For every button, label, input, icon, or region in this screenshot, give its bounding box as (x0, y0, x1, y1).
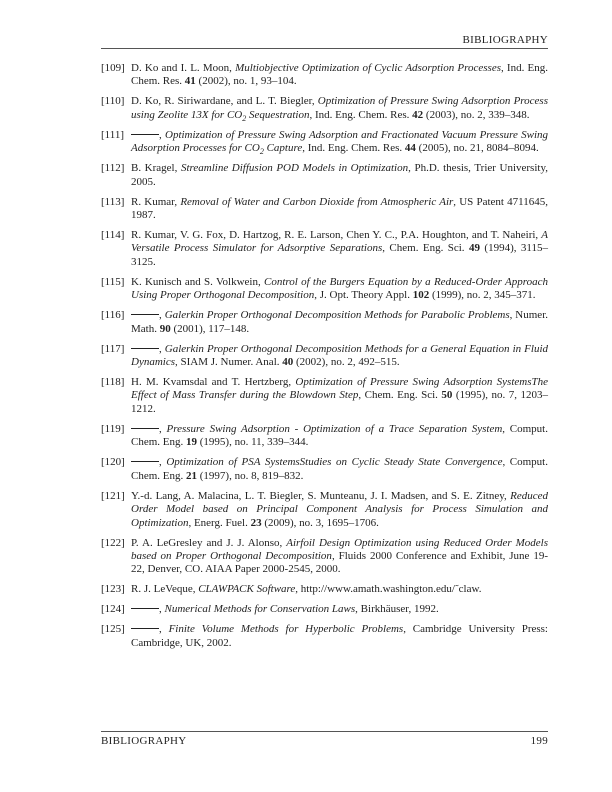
reference-entry (101, 129, 548, 156)
reference-text: Y.-d. Lang, A. Malacina, L. T. Biegler, S. Munteanu, J. I. Madsen, and S. E. Zitney, (131, 489, 511, 502)
page-footer (101, 735, 548, 747)
page-number: 199 (530, 735, 548, 747)
running-header: BIBLIOGRAPHY (462, 34, 548, 46)
reference-entry (101, 603, 548, 616)
footer-section: BIBLIOGRAPHY (101, 735, 187, 747)
reference-text: (1995), no. 7, 1203–1212. (131, 389, 548, 415)
reference-text: , (159, 623, 169, 636)
same-author-dash (131, 348, 159, 349)
reference-text: , Ph.D. thesis, Trier University, 2005. (131, 162, 548, 188)
reference-text: R. Kumar, V. G. Fox, D. Hartzog, R. E. Larson, Chen Y. C., P.A. Houghton, and T. Naheiri, (131, 229, 542, 242)
reference-title: Optimization of Pressure Swing Adsorption Process using Zeolite 13X for CO (131, 95, 548, 121)
reference-text: , Comput. Chem. Eng. (131, 422, 548, 449)
reference-label: [122] (101, 536, 125, 549)
reference-label: [114] (101, 229, 125, 242)
reference-text: (2003), no. 2, 339–348. (423, 108, 530, 121)
reference-title: Optimization of Pressure Swing Adsorption and Fractionated Vacuum Pressure Swing Adsorption Processes for CO (131, 128, 549, 155)
reference-entry (101, 456, 548, 483)
reference-label: [110] (101, 95, 125, 108)
reference-label: [113] (101, 195, 125, 208)
volume-number: 19 (186, 436, 197, 449)
reference-text: (2002), no. 1, 93–104. (195, 75, 297, 88)
reference-label: [119] (101, 422, 125, 435)
reference-label: [115] (101, 275, 125, 288)
reference-title: Sequestration (246, 108, 310, 121)
reference-text: , J. Opt. Theory Appl. (314, 289, 413, 302)
reference-text: , Fluids 2000 Conference and Exhibit, June 19-22, Denver, CO. AIAA Paper 2000-2545, 2000. (131, 549, 548, 576)
reference-title: Optimization of Pressure Swing Adsorption SystemsThe Effect of Mass Transfer during the Blowdown Step (131, 376, 548, 402)
reference-entry (101, 623, 548, 650)
reference-text: (1999), no. 2, 345–371. (429, 289, 536, 302)
reference-text: , Birkhäuser, 1992. (355, 603, 439, 616)
reference-text: D. Ko, R. Siriwardane, and L. T. Biegler, (131, 95, 318, 108)
reference-text: R. Kumar, (131, 195, 181, 208)
volume-number: 23 (250, 516, 262, 529)
reference-entry (101, 276, 548, 303)
reference-entry (101, 229, 548, 269)
same-author-dash (131, 461, 159, 462)
reference-text: (1994), 3115–3125. (131, 242, 548, 268)
volume-number: 41 (184, 75, 196, 88)
reference-text: D. Ko and I. L. Moon, (131, 62, 236, 74)
reference-text: , (159, 603, 165, 616)
reference-text: (1995), no. 11, 339–344. (197, 436, 309, 449)
reference-text: , Comput. Chem. Eng. (131, 456, 548, 482)
reference-title: Removal of Water and Carbon Dioxide from Atmospheric Air (180, 195, 454, 208)
reference-title: Pressure Swing Adsorption - Optimization of a Trace Separation System (166, 422, 503, 435)
volume-number: 42 (412, 108, 424, 121)
reference-entry (101, 196, 548, 223)
reference-text: , http://www.amath.washington.edu/˜claw. (295, 583, 482, 596)
reference-text: , (159, 309, 165, 322)
same-author-dash (131, 608, 159, 609)
reference-label: [121] (101, 489, 125, 502)
volume-number: 49 (468, 242, 480, 255)
reference-text: (1997), no. 8, 819–832. (197, 469, 304, 482)
reference-text: , (159, 342, 165, 355)
reference-title: Numerical Methods for Conservation Laws (164, 603, 356, 616)
reference-label: [118] (101, 376, 125, 389)
reference-text: , Chem. Eng. Sci. (382, 242, 469, 255)
reference-text: , Ind. Eng. Chem. Res. (131, 62, 549, 88)
reference-text: , (159, 128, 165, 141)
same-author-dash (131, 314, 159, 315)
reference-entry (101, 583, 548, 596)
reference-label: [120] (101, 456, 125, 469)
reference-text: , Numer. Math. (131, 309, 548, 335)
reference-entry (101, 62, 548, 89)
reference-entry (101, 537, 548, 577)
reference-label: [124] (101, 603, 125, 616)
reference-text: P. A. LeGresley and J. J. Alonso, (131, 536, 287, 549)
reference-label: [117] (101, 342, 125, 355)
reference-entry (101, 376, 548, 416)
reference-label: [112] (101, 162, 125, 175)
reference-label: [123] (101, 583, 125, 596)
reference-text: K. Kunisch and S. Volkwein, (131, 275, 264, 288)
reference-text: , US Patent 4711645, 1987. (131, 195, 548, 222)
reference-title: Optimization of PSA SystemsStudies on Cyclic Steady State Convergence (166, 456, 503, 469)
same-author-dash (131, 628, 159, 629)
reference-title: Galerkin Proper Orthogonal Decomposition Methods for Parabolic Problems (164, 309, 510, 322)
reference-list (101, 62, 548, 657)
reference-label: [116] (101, 309, 125, 322)
reference-title: Multiobjective Optimization of Cyclic Adsorption Processes (235, 62, 501, 74)
reference-text: H. M. Kvamsdal and T. Hertzberg, (131, 376, 296, 389)
reference-title: Reduced Order Model based on Principal Component Analysis for Process Simulation and Optimization (131, 489, 548, 529)
reference-entry (101, 309, 548, 336)
reference-title: A Versatile Process Simulator for Adsorptive Separations (131, 229, 548, 255)
reference-entry (101, 162, 548, 189)
reference-text: (2009), no. 3, 1695–1706. (261, 516, 379, 529)
reference-text: , (159, 422, 167, 435)
volume-number: 44 (404, 142, 416, 155)
reference-text: , Energ. Fuel. (188, 516, 251, 529)
reference-entry (101, 343, 548, 370)
reference-entry (101, 490, 548, 530)
volume-number: 40 (282, 356, 294, 369)
volume-number: 102 (412, 289, 430, 302)
reference-text: (2002), no. 2, 492–515. (293, 356, 400, 369)
reference-text: , Ind. Eng. Chem. Res. (302, 142, 405, 155)
reference-text: , Ind. Eng. Chem. Res. (309, 108, 413, 121)
reference-title: CLAWPACK Software (198, 583, 296, 596)
footer-rule (101, 731, 548, 732)
reference-text: B. Kragel, (131, 162, 181, 175)
reference-text: , Chem. Eng. Sci. (358, 389, 442, 402)
reference-text: (2001), 117–148. (170, 322, 250, 335)
volume-number: 50 (441, 389, 453, 402)
reference-text: , (159, 456, 167, 469)
reference-title: Galerkin Proper Orthogonal Decomposition Methods for a General Equation in Fluid Dynamics (131, 342, 549, 369)
reference-title: Capture (263, 142, 303, 155)
same-author-dash (131, 428, 159, 429)
subscript: 2 (259, 147, 264, 157)
volume-number: 90 (159, 322, 171, 335)
reference-label: [109] (101, 62, 125, 74)
same-author-dash (131, 134, 159, 135)
volume-number: 21 (186, 469, 197, 482)
reference-title: Finite Volume Methods for Hyperbolic Problems (168, 623, 404, 636)
reference-entry (101, 95, 548, 122)
reference-title: Airfoil Design Optimization using Reduced Order Models based on Proper Orthogonal Decomposition (131, 536, 549, 562)
header-rule (101, 48, 548, 49)
reference-text: , SIAM J. Numer. Anal. (175, 356, 283, 369)
reference-entry (101, 423, 548, 450)
reference-title: Streamline Diffusion POD Models in Optimization (180, 162, 409, 175)
reference-text: (2005), no. 21, 8084–8094. (415, 142, 539, 155)
reference-label: [111] (101, 128, 125, 141)
subscript: 2 (242, 114, 247, 123)
reference-label: [125] (101, 623, 125, 636)
reference-text: , Cambridge University Press: Cambridge, UK, 2002. (131, 623, 548, 649)
reference-text: R. J. LeVeque, (131, 583, 199, 596)
reference-title: Control of the Burgers Equation by a Reduced-Order Approach Using Proper Orthogonal Decomposition (131, 275, 548, 302)
